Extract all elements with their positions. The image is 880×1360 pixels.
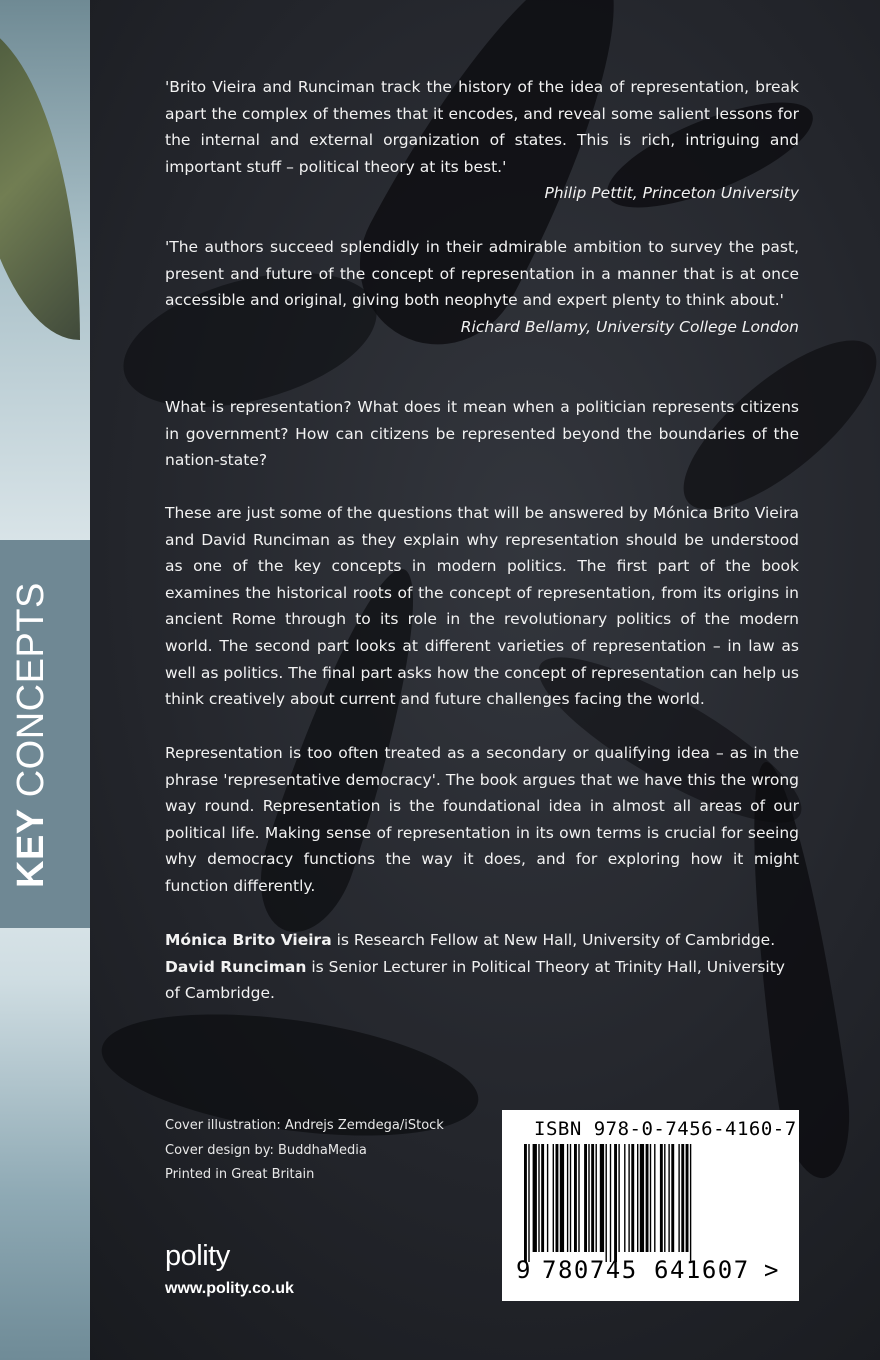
barcode-bar [618, 1144, 619, 1252]
author-bio-text: is Research Fellow at New Hall, University of Cambridge. [331, 931, 776, 949]
barcode-bar [690, 1144, 691, 1262]
blurb-text: Representation is too often treated as a secondary or qualifying idea – as in the phrase 'representative democracy'. The book argues that we have this the wrong way round. Representation is the foundational idea in almost all areas of our political life. Making sense of representation in its own terms is crucial for seeing why democracy functions the way it does, and for exploring how it might function differently. [165, 744, 799, 895]
blurb-text: What is representation? What does it mean when a politician represents citizens in government? How can citizens be represented beyond the boundaries of the nation-state? [165, 398, 799, 470]
illustration-credit: Cover illustration: Andrejs Zemdega/iStock [165, 1118, 444, 1133]
publisher-logo [165, 1240, 294, 1300]
author-bio [165, 954, 799, 1007]
barcode-bar [637, 1144, 638, 1252]
barcode-bar [606, 1144, 607, 1262]
barcode-bar [584, 1144, 587, 1252]
barcode-right-group: 641607 [654, 1256, 750, 1284]
barcode-bar [678, 1144, 679, 1252]
barcode-bar [610, 1144, 611, 1262]
barcode-bar [574, 1144, 577, 1252]
series-title-bold: KEY [10, 808, 52, 888]
author-bio-text: is Senior Lecturer in Political Theory at Trinity Hall, University of Cambridge. [165, 957, 785, 1003]
barcode-bar [547, 1144, 548, 1252]
barcode-bar [614, 1144, 617, 1262]
barcode-bar [628, 1144, 629, 1252]
isbn-barcode [502, 1110, 799, 1301]
endorsement-quote: 'Brito Vieira and Runciman track the history of the idea of representation, break apart the complex of themes that it encodes, and reveal some salient lessons for the internal and external organization of states. This is rich, intriguing and important stuff – political theory at its best.' [165, 78, 799, 176]
barcode-bar [650, 1144, 651, 1252]
barcode-bar [541, 1144, 544, 1252]
isbn-label: ISBN 978-0-7456-4160-7 [534, 1118, 797, 1140]
author-name: David Runciman [165, 957, 307, 976]
cover-credits [165, 1114, 444, 1188]
endorsement-quote: 'The authors succeed splendidly in their admirable ambition to survey the past, present and future of the concept of representation in a manner that is at once accessible and original, giving both neophyte and expert plenty to think about.' [165, 238, 799, 310]
barcode-bar [668, 1144, 669, 1252]
barcode-bar [686, 1144, 689, 1252]
barcode-bar [533, 1144, 537, 1252]
endorsement-attribution: Philip Pettit, Princeton University [544, 184, 799, 203]
blurb-text: These are just some of the questions that will be answered by Mónica Brito Vieira and David Runciman as they explain why representation should be understood as one of the key concepts in modern politics. The first part of the book examines the historical roots of the concept of representation, from its origins in ancient Rome through to its role in the revolutionary politics of the modern world. The second part looks at different varieties of representation – in law as well as politics. The final part asks how the concept of representation can help us think creatively about current and future challenges facing the world. [165, 504, 799, 709]
author-bios [165, 927, 799, 1007]
barcode-bar [538, 1144, 539, 1252]
barcode-bar [524, 1144, 527, 1262]
barcode-bar [570, 1144, 571, 1252]
spine-strip [0, 0, 90, 1360]
barcode-bar [600, 1144, 604, 1252]
barcode-bar [624, 1144, 625, 1252]
barcode-bar [560, 1144, 564, 1252]
barcode-bar [660, 1144, 663, 1252]
barcode-bar [631, 1144, 634, 1252]
barcode-bar [567, 1144, 568, 1252]
barcode-left-group: 780745 [542, 1256, 638, 1284]
blurb-paragraph-2 [165, 500, 799, 713]
barcode-bars [524, 1144, 774, 1264]
blurb-paragraph-3 [165, 740, 799, 900]
printed-credit: Printed in Great Britain [165, 1167, 315, 1182]
author-name: Mónica Brito Vieira [165, 931, 332, 949]
barcode-bar [654, 1144, 655, 1252]
barcode-quiet-mark: > [764, 1256, 779, 1284]
blurb-paragraph-1 [165, 394, 799, 474]
endorsement-attribution: Richard Bellamy, University College London [460, 317, 799, 336]
barcode-bar [578, 1144, 579, 1252]
barcode-bar [671, 1144, 674, 1252]
spine-leaf-image [0, 20, 80, 340]
barcode-bar [591, 1144, 594, 1252]
series-title [12, 582, 50, 888]
barcode-bar [640, 1144, 644, 1252]
barcode-bar [588, 1144, 589, 1252]
publisher-name: polity [165, 1240, 230, 1272]
barcode-bar [664, 1144, 665, 1252]
series-title-light: CONCEPTS [10, 582, 52, 798]
endorsement-2 [165, 234, 799, 340]
barcode-bar [528, 1144, 529, 1262]
barcode-bar [556, 1144, 559, 1252]
barcode-bar [553, 1144, 554, 1252]
barcode-bar [596, 1144, 597, 1252]
design-credit: Cover design by: BuddhaMedia [165, 1142, 367, 1158]
barcode-bar [681, 1144, 684, 1252]
barcode-bar [646, 1144, 649, 1252]
publisher-url[interactable]: www.polity.co.uk [165, 1280, 294, 1297]
endorsement-1 [165, 74, 799, 207]
barcode-lead-digit: 9 [516, 1256, 531, 1284]
author-bio [165, 927, 799, 954]
